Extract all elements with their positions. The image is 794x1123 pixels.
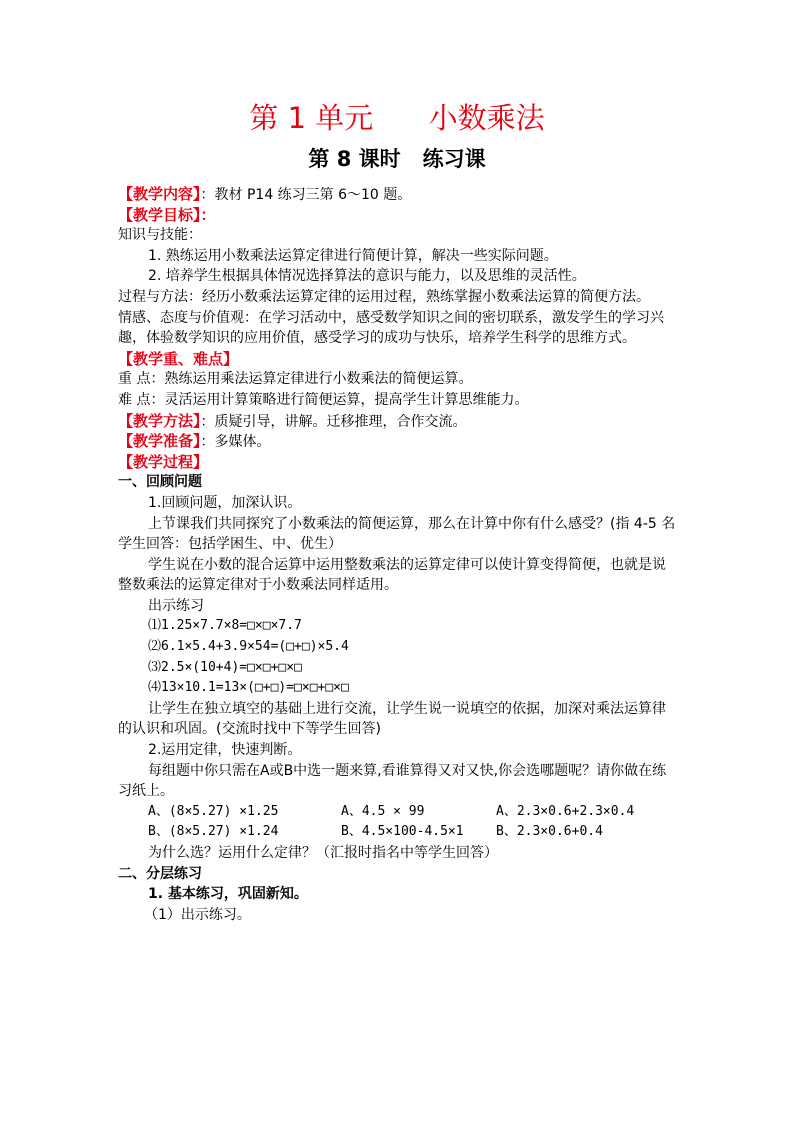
emotion-goal: 情感、态度与价值观：在学习活动中，感受数学知识之间的密切联系，激发学生的学习兴趣，体验数学知识的应用价值，感受学习的成功与快乐，培养学生科学的思维方式。: [118, 309, 664, 347]
unit-title: 第 1 单元 小数乘法: [249, 101, 545, 135]
content-label: 【教学内容】: [118, 185, 201, 203]
goals-label: 【教学目标】: [118, 205, 201, 224]
method-text: ：质疑引导，讲解。迁移推理，合作交流。: [200, 413, 467, 430]
part1-heading: 一、回顾问题: [118, 474, 202, 491]
part1-step2: 2.运用定律，快速判断。: [148, 742, 302, 759]
content-text: ：教材 P14 练习三第 6～10 题。: [200, 187, 412, 203]
exercise-2: ⑵6.1×5.4+3.9×54=(□+□)×5.4: [148, 639, 349, 655]
content-line: [118, 184, 678, 205]
part1-para3: 让学生在独立填空的基础上进行交流，让学生说一说填空的依据，加深对乘法运算律的认识和巩固。(交流时找中下等学生回答): [118, 700, 666, 738]
prep-line: [118, 431, 678, 452]
part2-heading: 二、分层练习: [118, 865, 202, 882]
choice-row-a: [118, 802, 678, 823]
process-label: 【教学过程】: [118, 452, 209, 471]
method-label: 【教学方法】: [118, 411, 201, 430]
process-label-line: [118, 452, 678, 473]
key-label: [118, 349, 678, 370]
choice-b-3: B、2.3×0.6+0.4: [496, 824, 603, 840]
goals-colon: ：: [200, 205, 216, 224]
knowledge-heading: 知识与技能：: [118, 227, 202, 244]
method-line: [118, 411, 678, 432]
part1-why: 为什么选？运用什么定律？（汇报时指名中等学生回答）: [148, 845, 498, 861]
choice-b-1: B、(8×5.27) ×1.24: [148, 824, 279, 840]
choice-row-b: [118, 822, 678, 843]
goal-2: 2. 培养学生根据具体情况选择算法的意识与能力，以及思维的灵活性。: [148, 268, 586, 285]
part1-para2: 学生说在小数的混合运算中运用整数乘法的运算定律可以使计算变得简便，也就是说整数乘法的运算定律对于小数乘法同样适用。: [118, 556, 666, 594]
choice-a-1: A、(8×5.27) ×1.25: [148, 803, 279, 819]
goals-line: [118, 205, 678, 226]
part1-para4: 每组题中你只需在A或B中选一题来算,看谁算得又对又快,你会选哪题呢？请你做在练习纸上。: [118, 762, 667, 800]
difficult-point: 难 点：灵活运用计算策略进行简便运算，提高学生计算思维能力。: [118, 391, 529, 408]
key-point: 重 点：熟练运用乘法运算定律进行小数乘法的简便运算。: [118, 371, 473, 388]
part2-sub1: （1）出示练习。: [144, 906, 251, 923]
part1-show: 出示练习: [148, 597, 204, 614]
process-goal: 过程与方法：经历小数乘法运算定律的运用过程，熟练掌握小数乘法运算的简便方法。: [118, 288, 650, 305]
prep-label: 【教学准备】: [118, 432, 201, 451]
goal-1: 1. 熟练运用小数乘法运算定律进行简便计算，解决一些实际问题。: [148, 247, 558, 264]
exercise-3: ⑶2.5×(10+4)=□×□+□×□: [148, 659, 302, 675]
exercise-1: ⑴1.25×7.7×8=□×□×7.7: [148, 618, 302, 634]
part1-step1: 1.回顾问题，加深认识。: [148, 494, 302, 511]
choice-a-2: A、4.5 × 99: [341, 803, 425, 819]
exercise-4: ⑷13×10.1=13×(□+□)=□×□+□×□: [148, 680, 349, 696]
choice-b-2: B、4.5×100-4.5×1: [341, 824, 464, 840]
part2-step1: 1. 基本练习，巩固新知。: [148, 886, 308, 903]
document-body: [118, 184, 678, 925]
prep-text: ：多媒体。: [200, 434, 271, 451]
part1-para1: 上节课我们共同探究了小数乘法的简便运算，那么在计算中你有什么感受？(指 4-5 名学生回答：包括学困生、中、优生）: [118, 515, 676, 553]
choice-a-3: A、2.3×0.6+2.3×0.4: [496, 803, 635, 819]
lesson-title: 第 8 课时 练习课: [308, 147, 486, 171]
key-label-text: 【教学重、难点】: [118, 349, 239, 368]
